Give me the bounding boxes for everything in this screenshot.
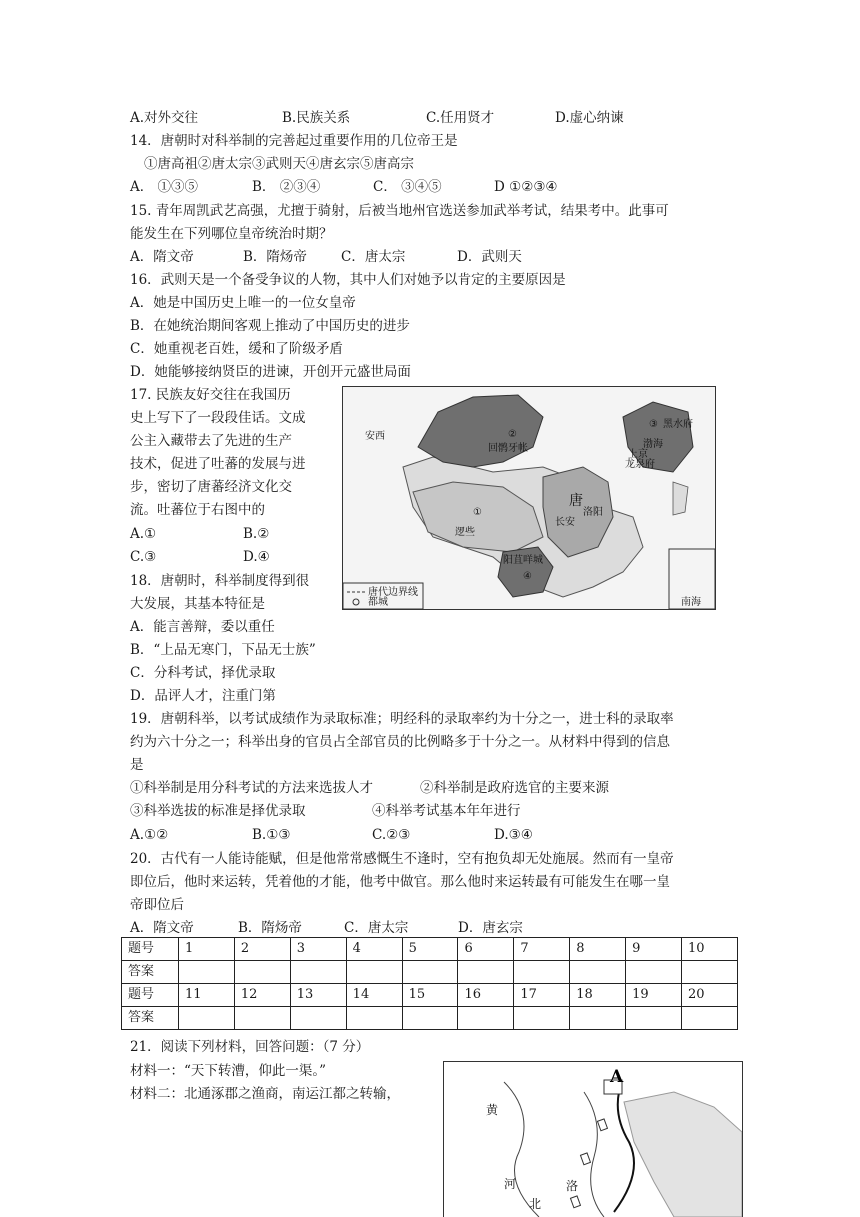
question-number-cell: 7 (514, 938, 570, 961)
question-number-cell: 12 (234, 984, 290, 1007)
map-marker-2: ② (508, 429, 517, 440)
map-label-shangjing: 上京 (628, 449, 648, 460)
grand-canal-map (443, 1061, 743, 1217)
map-label-bohai: 渤海 (643, 439, 663, 450)
question-number-label: 题号 (122, 938, 179, 961)
map2-label-huang: 黄 (486, 1103, 499, 1117)
q18-option-b: B．“上品无寒门，下品无士族” (130, 642, 316, 658)
q21-material-2: 材料二：北通涿郡之渔商，南运江都之转输， (130, 1086, 400, 1102)
question-number-cell: 3 (290, 938, 346, 961)
q19-items-row2 (130, 802, 521, 820)
answer-cell[interactable] (514, 1007, 570, 1030)
map2-label-luo: 洛 (566, 1179, 579, 1193)
q20-option-d: D．唐玄宗 (458, 920, 523, 936)
legend-boundary-label: 唐代边界线 (368, 587, 418, 598)
question-number-cell: 8 (570, 938, 626, 961)
q17-line5: 步，密切了唐蕃经济文化交 (130, 479, 292, 495)
q20-line1: 20．古代有一人能诗能赋，但是他常常感慨生不逢时，空有抱负却无处施展。然而有一皇帝 (130, 851, 674, 867)
question-number-row-2 (122, 984, 738, 1007)
q19-option-c: C.②③ (372, 827, 411, 843)
question-number-cell: 15 (402, 984, 458, 1007)
q16-option-d: D．她能够接纳贤臣的进谏，开创开元盛世局面 (130, 364, 411, 380)
tang-dynasty-map (342, 386, 716, 610)
answer-cell[interactable] (402, 1007, 458, 1030)
question-number-cell: 6 (458, 938, 514, 961)
q13-option-c: C.任用贤才 (426, 110, 495, 126)
answer-label: 答案 (122, 1007, 179, 1030)
q19-item-2: ②科举制是政府选官的主要来源 (420, 780, 609, 796)
q20-options (130, 919, 523, 937)
answer-cell[interactable] (458, 1007, 514, 1030)
map2-label-a: A (610, 1067, 624, 1087)
q20-option-b: B．隋炀帝 (238, 920, 302, 936)
q14-stem: 14．唐朝时对科举制的完善起过重要作用的几位帝王是 (130, 133, 458, 149)
q14-items: ①唐高祖②唐太宗③武则天④唐玄宗⑤唐高宗 (144, 156, 414, 172)
q19-option-d: D.③④ (494, 827, 533, 843)
question-number-cell: 18 (570, 984, 626, 1007)
q17-options-cd (130, 548, 270, 566)
question-number-cell: 9 (626, 938, 682, 961)
q16-option-a: A．她是中国历史上唯一的一位女皇帝 (130, 295, 356, 311)
answer-cell[interactable] (179, 961, 235, 984)
q14-option-d: D ①②③④ (494, 179, 558, 195)
q17-option-c: C.③ (130, 549, 157, 565)
map-label-luoxie: 逻些 (455, 527, 475, 538)
q16-stem: 16．武则天是一个备受争议的人物，其中人们对她予以肯定的主要原因是 (130, 272, 566, 288)
q18-line2: 大发展，其基本特征是 (130, 596, 265, 612)
q18-option-c: C．分科考试，择优录取 (130, 665, 276, 681)
answer-cell[interactable] (402, 961, 458, 984)
q15-option-b: B．隋炀帝 (243, 249, 307, 265)
q17-option-d: D.④ (243, 549, 270, 565)
q13-options (130, 109, 624, 127)
answer-cell[interactable] (458, 961, 514, 984)
question-number-cell: 20 (682, 984, 738, 1007)
q19-item-1: ①科举制是用分科考试的方法来选拔人才 (130, 780, 373, 796)
answer-cell[interactable] (626, 1007, 682, 1030)
map-label-anxi: 安西 (365, 431, 385, 442)
q15-option-c: C．唐太宗 (341, 249, 406, 265)
q13-option-a: A.对外交往 (130, 110, 199, 126)
question-number-cell: 4 (346, 938, 402, 961)
answer-cell[interactable] (514, 961, 570, 984)
question-number-row-1 (122, 938, 738, 961)
map-marker-4: ④ (523, 571, 532, 582)
q15-line1: 15. 青年周凯武艺高强，尤擅于骑射，后被当地州官选送参加武举考试，结果考中。此事可 (130, 203, 669, 219)
q15-option-a: A．隋文帝 (130, 249, 194, 265)
q21-stem: 21．阅读下列材料，回答问题：（7 分） (130, 1039, 370, 1055)
answer-cell[interactable] (290, 961, 346, 984)
q19-item-4: ④科举考试基本年年进行 (372, 803, 521, 819)
q17-line4: 技术，促进了吐蕃的发展与进 (130, 456, 306, 472)
q15-options (130, 248, 522, 266)
answer-cell[interactable] (626, 961, 682, 984)
map-label-yazhang: 回鹘牙帐 (488, 443, 528, 454)
question-number-cell: 13 (290, 984, 346, 1007)
q18-line1: 18．唐朝时，科举制度得到很 (130, 573, 310, 589)
question-number-cell: 16 (458, 984, 514, 1007)
question-number-cell: 1 (179, 938, 235, 961)
map-marker-1: ① (473, 507, 482, 518)
q14-option-a: A． ①③⑤ (130, 179, 199, 195)
q14-option-b: B． ②③④ (252, 179, 321, 195)
q15-line2: 能发生在下列哪位皇帝统治时期？ (130, 226, 333, 242)
q14-options (130, 178, 558, 196)
answer-cell[interactable] (179, 1007, 235, 1030)
q17-line1: 17. 民族友好交往在我国历 (130, 387, 291, 403)
question-number-cell: 5 (402, 938, 458, 961)
q17-line3: 公主入藏带去了先进的生产 (130, 433, 292, 449)
q19-option-a: A.①② (130, 827, 169, 843)
q13-option-d: D.虚心纳谏 (555, 110, 624, 126)
answer-row-2 (122, 1007, 738, 1030)
question-number-cell: 2 (234, 938, 290, 961)
q17-options-ab (130, 525, 269, 543)
answer-label: 答案 (122, 961, 179, 984)
q19-option-b: B.①③ (252, 827, 291, 843)
q20-line2: 即位后，他时来运转，凭着他的才能，他考中做官。那么他时来运转最有可能发生在哪一皇 (130, 874, 670, 890)
q19-options (130, 826, 533, 844)
answer-cell[interactable] (682, 1007, 738, 1030)
answer-cell[interactable] (290, 1007, 346, 1030)
q19-item-3: ③科举选拔的标准是择优录取 (130, 803, 306, 819)
q17-option-a: A.① (130, 526, 157, 542)
question-number-cell: 19 (626, 984, 682, 1007)
q17-line6: 流。吐蕃位于右图中的 (130, 502, 265, 518)
q20-line3: 帝即位后 (130, 897, 184, 913)
map-label-heishui: 黑水府 (663, 419, 693, 430)
question-number-cell: 10 (682, 938, 738, 961)
q17-line2: 史上写下了一段段佳话。文成 (130, 410, 306, 426)
question-number-cell: 11 (179, 984, 235, 1007)
q19-items-row1 (130, 779, 609, 797)
question-number-label: 题号 (122, 984, 179, 1007)
q15-option-d: D．武则天 (457, 249, 522, 265)
q19-line2: 约为六十分之一；科举出身的官员占全部官员的比例略多于十分之一。从材料中得到的信息 (130, 734, 670, 750)
q13-option-b: B.民族关系 (282, 110, 351, 126)
q18-option-a: A．能言善辩，委以重任 (130, 619, 275, 635)
map-label-longquanfu: 龙泉府 (625, 459, 655, 470)
answer-cell[interactable] (234, 961, 290, 984)
q21-material-1: 材料一：“天下转漕，仰此一渠。” (130, 1063, 327, 1079)
map-label-luoyang: 洛阳 (583, 507, 603, 518)
map-label-changan: 长安 (555, 517, 575, 528)
legend-capital-label: 都城 (368, 597, 388, 608)
answer-cell[interactable] (346, 961, 402, 984)
map-marker-3: ③ (649, 419, 658, 430)
map-label-yangjuxie: 阳苴咩城 (503, 555, 543, 566)
question-number-cell: 17 (514, 984, 570, 1007)
answer-cell[interactable] (234, 1007, 290, 1030)
q20-option-c: C．唐太宗 (344, 920, 409, 936)
q17-option-b: B.② (243, 526, 270, 542)
answer-cell[interactable] (682, 961, 738, 984)
question-number-cell: 14 (346, 984, 402, 1007)
q19-line3: 是 (130, 757, 144, 773)
map2-label-bei: 北 (529, 1197, 542, 1211)
q20-option-a: A．隋文帝 (130, 920, 194, 936)
answer-table (121, 937, 738, 1030)
q16-option-b: B．在她统治期间客观上推动了中国历史的进步 (130, 318, 410, 334)
answer-cell[interactable] (346, 1007, 402, 1030)
q18-option-d: D．品评人才，注重门第 (130, 688, 276, 704)
q14-option-c: C． ③④⑤ (373, 179, 442, 195)
answer-cell[interactable] (570, 961, 626, 984)
map-label-tang: 唐 (569, 493, 583, 509)
answer-row-1 (122, 961, 738, 984)
answer-cell[interactable] (570, 1007, 626, 1030)
map-label-nanhai: 南海 (681, 597, 701, 608)
map2-label-he: 河 (504, 1177, 517, 1191)
q16-option-c: C．她重视老百姓，缓和了阶级矛盾 (130, 341, 343, 357)
q19-line1: 19．唐朝科举，以考试成绩作为录取标准；明经科的录取率约为十分之一，进士科的录取率 (130, 711, 674, 727)
